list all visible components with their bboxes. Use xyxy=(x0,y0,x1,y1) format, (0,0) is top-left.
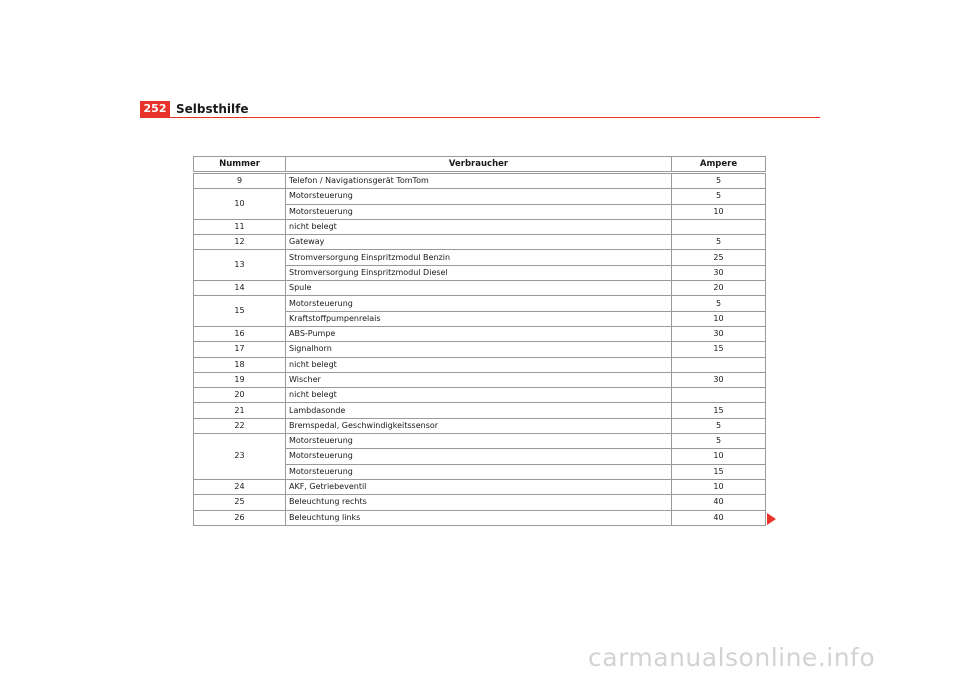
ampere-cell: 30 xyxy=(672,372,766,387)
table-row xyxy=(194,235,766,250)
consumer-cell: Motorsteuerung xyxy=(286,296,672,311)
fuse-number-cell: 20 xyxy=(194,388,286,403)
consumer-cell: Motorsteuerung xyxy=(286,204,672,219)
ampere-cell: 5 xyxy=(672,173,766,189)
fuse-number-cell: 11 xyxy=(194,219,286,234)
consumer-cell: Wischer xyxy=(286,372,672,387)
table-row xyxy=(194,418,766,433)
fuse-number-cell: 26 xyxy=(194,510,286,525)
ampere-cell: 15 xyxy=(672,464,766,479)
ampere-cell: 5 xyxy=(672,418,766,433)
ampere-cell: 40 xyxy=(672,510,766,525)
fuse-number-cell: 17 xyxy=(194,342,286,357)
fuse-table xyxy=(193,156,766,526)
watermark: carmanualsonline.info xyxy=(588,643,876,672)
ampere-cell: 5 xyxy=(672,235,766,250)
consumer-cell: Signalhorn xyxy=(286,342,672,357)
column-header-consumer: Verbraucher xyxy=(286,157,672,173)
table-row xyxy=(194,388,766,403)
consumer-cell: Telefon / Navigationsgerät TomTom xyxy=(286,173,672,189)
arrow-right-icon[interactable] xyxy=(767,513,776,525)
consumer-cell: nicht belegt xyxy=(286,357,672,372)
ampere-cell xyxy=(672,388,766,403)
consumer-cell: Stromversorgung Einspritzmodul Diesel xyxy=(286,265,672,280)
fuse-number-cell: 9 xyxy=(194,173,286,189)
ampere-cell: 30 xyxy=(672,265,766,280)
consumer-cell: Gateway xyxy=(286,235,672,250)
header-divider xyxy=(140,117,820,118)
table-row xyxy=(194,326,766,341)
page-header xyxy=(140,101,820,119)
consumer-cell: AKF, Getriebeventil xyxy=(286,479,672,494)
consumer-cell: Bremspedal, Geschwindigkeitssensor xyxy=(286,418,672,433)
section-title: Selbsthilfe xyxy=(176,102,249,116)
ampere-cell xyxy=(672,357,766,372)
table-row xyxy=(194,296,766,311)
consumer-cell: nicht belegt xyxy=(286,388,672,403)
fuse-number-cell: 25 xyxy=(194,495,286,510)
fuse-number-cell: 18 xyxy=(194,357,286,372)
consumer-cell: Beleuchtung links xyxy=(286,510,672,525)
table-row xyxy=(194,434,766,449)
table-row xyxy=(194,250,766,265)
fuse-number-cell: 15 xyxy=(194,296,286,327)
ampere-cell: 10 xyxy=(672,479,766,494)
consumer-cell: Lambdasonde xyxy=(286,403,672,418)
column-header-number: Nummer xyxy=(194,157,286,173)
table-row xyxy=(194,479,766,494)
table-row xyxy=(194,219,766,234)
consumer-cell: Motorsteuerung xyxy=(286,449,672,464)
consumer-cell: Beleuchtung rechts xyxy=(286,495,672,510)
consumer-cell: nicht belegt xyxy=(286,219,672,234)
consumer-cell: ABS-Pumpe xyxy=(286,326,672,341)
consumer-cell: Kraftstoffpumpenrelais xyxy=(286,311,672,326)
table-row xyxy=(194,189,766,204)
ampere-cell: 15 xyxy=(672,403,766,418)
column-header-ampere: Ampere xyxy=(672,157,766,173)
fuse-number-cell: 14 xyxy=(194,281,286,296)
consumer-cell: Motorsteuerung xyxy=(286,189,672,204)
ampere-cell: 5 xyxy=(672,189,766,204)
ampere-cell: 5 xyxy=(672,296,766,311)
ampere-cell: 20 xyxy=(672,281,766,296)
ampere-cell xyxy=(672,219,766,234)
table-row xyxy=(194,510,766,525)
table-body xyxy=(194,173,766,526)
table-row xyxy=(194,403,766,418)
table-row xyxy=(194,495,766,510)
fuse-number-cell: 24 xyxy=(194,479,286,494)
page-number: 252 xyxy=(140,101,170,117)
ampere-cell: 30 xyxy=(672,326,766,341)
table-header-row xyxy=(194,157,766,173)
fuse-number-cell: 19 xyxy=(194,372,286,387)
fuse-number-cell: 10 xyxy=(194,189,286,220)
fuse-number-cell: 13 xyxy=(194,250,286,281)
ampere-cell: 40 xyxy=(672,495,766,510)
fuse-number-cell: 21 xyxy=(194,403,286,418)
consumer-cell: Spule xyxy=(286,281,672,296)
table-row xyxy=(194,281,766,296)
ampere-cell: 10 xyxy=(672,204,766,219)
consumer-cell: Stromversorgung Einspritzmodul Benzin xyxy=(286,250,672,265)
fuse-number-cell: 12 xyxy=(194,235,286,250)
table-row xyxy=(194,342,766,357)
fuse-number-cell: 16 xyxy=(194,326,286,341)
table-row xyxy=(194,357,766,372)
ampere-cell: 10 xyxy=(672,311,766,326)
ampere-cell: 15 xyxy=(672,342,766,357)
table-row xyxy=(194,372,766,387)
fuse-number-cell: 23 xyxy=(194,434,286,480)
table-row xyxy=(194,173,766,189)
consumer-cell: Motorsteuerung xyxy=(286,434,672,449)
consumer-cell: Motorsteuerung xyxy=(286,464,672,479)
ampere-cell: 25 xyxy=(672,250,766,265)
ampere-cell: 5 xyxy=(672,434,766,449)
fuse-number-cell: 22 xyxy=(194,418,286,433)
ampere-cell: 10 xyxy=(672,449,766,464)
